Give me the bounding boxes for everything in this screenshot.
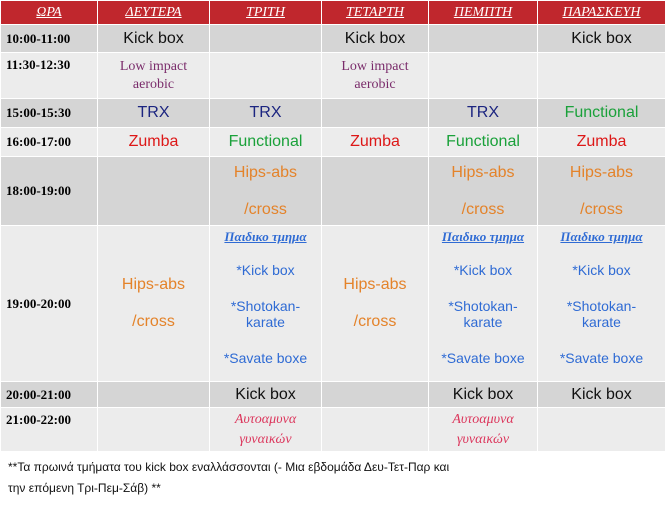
empty-cell [98,157,210,226]
class-label: *Kick box [572,262,631,278]
class-cell: Zumba [98,128,210,157]
header-row [1,1,665,25]
class-label: *Savate boxe [559,350,644,366]
empty-cell [429,53,538,99]
class-label: karate [582,314,621,330]
table-row [1,25,665,53]
class-cell: Zumba [322,128,429,157]
class-label: Hips-abs [569,163,634,181]
time-cell: 15:00-15:30 [1,99,98,128]
class-cell: Kick box [429,382,538,408]
class-label: Hips-abs [121,276,186,293]
class-cell [98,53,210,99]
time-cell: 16:00-17:00 [1,128,98,157]
class-label: *Shotokan- [448,298,518,314]
class-label: γυναικών [239,431,292,447]
table-row [1,128,665,157]
class-cell [429,408,538,452]
class-cell [538,157,665,226]
header-thursday: ΠΕΜΠΤΗ [429,1,538,25]
class-label: /cross [132,313,175,330]
class-label: /cross [244,200,287,218]
footnote [8,457,608,499]
table-row [1,99,665,128]
class-cell [210,157,322,226]
class-label: *Shotokan- [566,298,637,314]
class-cell: Kick box [98,25,210,53]
empty-cell [322,408,429,452]
empty-cell [322,382,429,408]
table-row [1,408,665,452]
class-cell: Kick box [538,382,665,408]
table-row [1,382,665,408]
kids-section-title: Παιδικο τμημα [441,229,525,244]
class-label: Hips-abs [343,276,407,293]
class-label: *Savate boxe [441,350,525,366]
class-label: Low impact [119,58,188,74]
empty-cell [210,53,322,99]
class-cell: Kick box [210,382,322,408]
kids-cell [538,226,665,382]
empty-cell [429,25,538,53]
class-cell: TRX [210,99,322,128]
empty-cell [210,25,322,53]
class-label: Hips-abs [451,163,515,181]
class-cell: Kick box [322,25,429,53]
class-label: aerobic [132,76,175,92]
class-label: Low impact [341,58,409,74]
empty-cell [538,53,665,99]
class-label: karate [246,314,285,330]
class-cell: TRX [98,99,210,128]
header-time: ΩΡΑ [1,1,98,25]
class-label: Hips-abs [233,163,298,181]
class-label: /cross [461,200,505,218]
class-cell: Functional [538,99,665,128]
time-cell: 11:30-12:30 [1,53,98,99]
class-cell: Functional [429,128,538,157]
time-cell: 21:00-22:00 [1,408,98,452]
empty-cell [322,157,429,226]
class-label: γυναικών [456,431,510,447]
empty-cell [322,99,429,128]
empty-cell [98,382,210,408]
kids-section-title: Παιδικο τμημα [224,229,307,244]
class-cell [210,408,322,452]
header-friday: ΠΑΡΑΣΚΕΥΗ [538,1,665,25]
table-row [1,157,665,226]
class-label: Αυτοαμυνα [452,411,514,427]
time-cell: 10:00-11:00 [1,25,98,53]
kids-section-title: Παιδικο τμημα [560,229,643,244]
class-label: *Kick box [453,262,513,278]
class-cell: TRX [429,99,538,128]
class-label: aerobic [354,76,396,92]
kids-cell [210,226,322,382]
class-label: Αυτοαμυνα [234,411,297,427]
empty-cell [98,408,210,452]
class-cell: Functional [210,128,322,157]
class-cell [429,157,538,226]
class-label: karate [463,314,503,330]
class-label: *Kick box [236,262,295,278]
class-cell [322,226,429,382]
footnote-line: την επόμενη Τρι-Πεμ-Σάβ) ** [8,481,161,495]
class-cell [322,53,429,99]
header-monday: ΔΕΥΤΕΡΑ [98,1,210,25]
table-row [1,226,665,382]
class-label: /cross [353,313,397,330]
class-label: *Shotokan- [230,298,301,314]
class-cell: Kick box [538,25,665,53]
empty-cell [538,408,665,452]
class-cell: Zumba [538,128,665,157]
footnote-line: **Τα πρωινά τμήματα του kick box εναλλάσσονται (- Μια εβδομάδα Δευ-Τετ-Παρ και [8,460,450,474]
class-label: /cross [580,200,623,218]
time-cell: 20:00-21:00 [1,382,98,408]
header-tuesday: ΤΡΙΤΗ [210,1,322,25]
time-cell: 19:00-20:00 [1,226,98,382]
table-row [1,53,665,99]
kids-cell [429,226,538,382]
class-label: *Savate boxe [223,350,308,366]
time-cell: 18:00-19:00 [1,157,98,226]
header-wednesday: ΤΕΤΑΡΤΗ [322,1,429,25]
class-cell [98,226,210,382]
